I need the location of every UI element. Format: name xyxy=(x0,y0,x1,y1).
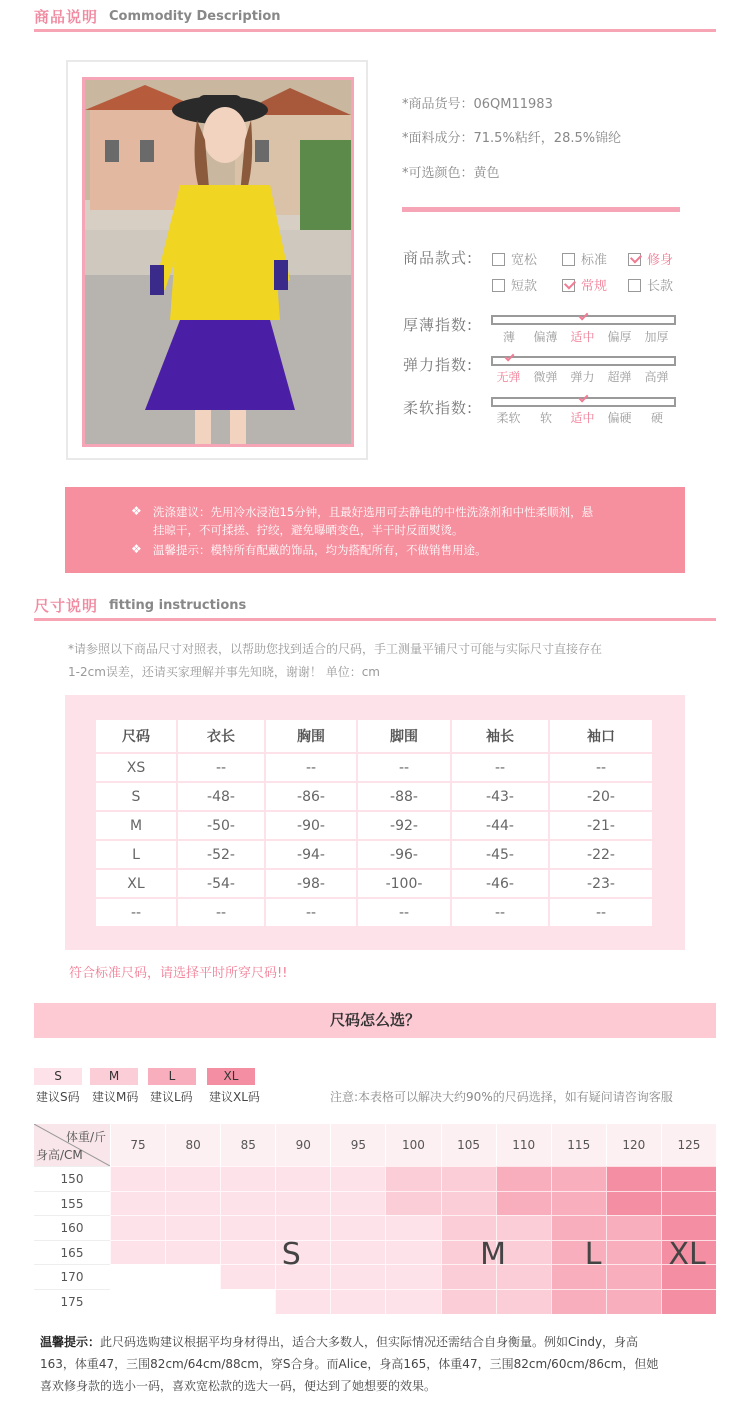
standard-size-hint: 符合标准尺码，请选择平时所穿尺码!! xyxy=(69,966,288,981)
elasticity-label: 弹力指数: xyxy=(403,356,474,374)
table-cell: -23- xyxy=(550,870,652,897)
height-header: 170 xyxy=(34,1264,110,1289)
grid-cell xyxy=(551,1166,606,1191)
grid-cell xyxy=(110,1191,165,1216)
table-cell: -52- xyxy=(178,841,264,868)
scale-label: 硬 xyxy=(651,411,664,425)
grid-cell xyxy=(606,1264,661,1289)
section-title-cn: 尺寸说明 xyxy=(34,597,99,615)
table-cell: -90- xyxy=(266,812,356,839)
table-header-row xyxy=(96,720,652,752)
table-cell: -- xyxy=(178,899,264,926)
style-option xyxy=(562,249,607,268)
info-divider xyxy=(402,207,680,212)
fitting-note-line2: 1-2cm误差，还请买家理解并事先知晓，谢谢！ 单位：cm xyxy=(68,665,380,679)
legend-swatch: M xyxy=(90,1068,138,1085)
grid-cell xyxy=(220,1166,275,1191)
table-cell: -20- xyxy=(550,783,652,810)
table-cell: -92- xyxy=(358,812,450,839)
grid-cell xyxy=(110,1289,165,1314)
table-cell: -- xyxy=(96,899,176,926)
grid-cell xyxy=(385,1240,440,1265)
scale-label: 超弹 xyxy=(607,370,632,384)
scale-label: 柔软 xyxy=(496,411,521,425)
table-cell: -- xyxy=(266,899,356,926)
grid-cell xyxy=(330,1240,385,1265)
weight-header: 120 xyxy=(606,1124,661,1166)
style-option xyxy=(562,275,607,294)
product-code: *商品货号：06QM11983 xyxy=(402,97,553,112)
column-header: 胸围 xyxy=(266,720,356,752)
section-divider xyxy=(34,29,716,32)
checkbox-icon xyxy=(628,279,641,292)
table-cell: XL xyxy=(96,870,176,897)
table-cell: -- xyxy=(358,754,450,781)
weight-axis-label: 体重/斤 xyxy=(65,1130,106,1144)
grid-cell xyxy=(606,1240,661,1265)
weight-header: 100 xyxy=(385,1124,440,1166)
grid-cell xyxy=(385,1215,440,1240)
grid-cell xyxy=(330,1166,385,1191)
grid-cell xyxy=(110,1264,165,1289)
height-header: 150 xyxy=(34,1166,110,1191)
grid-cell xyxy=(220,1240,275,1265)
legend-swatch: XL xyxy=(207,1068,255,1085)
diamond-icon: ❖ xyxy=(131,542,142,556)
table-cell: -- xyxy=(452,899,548,926)
bottom-tip-line1: 此尺码选购建议根据平均身材得出，适合大多数人，但实际情况还需结合自身衡量。例如Cindy，身高 xyxy=(100,1335,639,1349)
grid-cell xyxy=(385,1191,440,1216)
style-option xyxy=(492,249,537,268)
scale-label: 弹力 xyxy=(570,370,595,384)
grid-cell xyxy=(275,1166,330,1191)
height-header: 155 xyxy=(34,1191,110,1216)
column-header: 尺码 xyxy=(96,720,176,752)
grid-cell xyxy=(385,1289,440,1314)
grid-cell xyxy=(275,1289,330,1314)
grid-cell xyxy=(110,1215,165,1240)
grid-cell xyxy=(551,1289,606,1314)
table-row xyxy=(96,841,652,868)
elasticity-scale-bar xyxy=(491,356,676,366)
grid-cell xyxy=(165,1166,220,1191)
table-cell: -50- xyxy=(178,812,264,839)
grid-cell xyxy=(441,1289,496,1314)
table-cell: -98- xyxy=(266,870,356,897)
style-option xyxy=(492,275,537,294)
bottom-tip-label: 温馨提示： xyxy=(40,1335,101,1349)
style-option-label: 标准 xyxy=(581,253,608,268)
table-row xyxy=(96,899,652,926)
weight-header: 125 xyxy=(661,1124,716,1166)
grid-cell xyxy=(330,1289,385,1314)
diamond-icon: ❖ xyxy=(131,504,142,518)
height-header: 165 xyxy=(34,1240,110,1265)
scale-label: 加厚 xyxy=(644,330,669,344)
size-zone-label: S xyxy=(281,1236,301,1272)
grid-cell xyxy=(165,1289,220,1314)
table-row xyxy=(96,754,652,781)
grid-cell xyxy=(220,1215,275,1240)
section-title-en: Commodity Description xyxy=(109,9,281,24)
table-cell: -21- xyxy=(550,812,652,839)
grid-cell xyxy=(606,1166,661,1191)
grid-cell xyxy=(661,1191,716,1216)
washing-advice-line2: 挂晾干，不可揉搓、拧绞，避免曝晒变色，半干时反面熨烫。 xyxy=(153,523,464,537)
column-header: 袖口 xyxy=(550,720,652,752)
height-axis-label: 身高/CM xyxy=(36,1148,83,1162)
bottom-tip xyxy=(40,1331,712,1397)
style-option xyxy=(628,275,673,294)
table-cell: -- xyxy=(178,754,264,781)
grid-cell xyxy=(496,1191,551,1216)
weight-header: 95 xyxy=(330,1124,385,1166)
grid-corner xyxy=(34,1124,110,1166)
checkbox-icon xyxy=(492,253,505,266)
scale-label: 薄 xyxy=(503,330,516,344)
grid-cell xyxy=(330,1215,385,1240)
table-cell: S xyxy=(96,783,176,810)
weight-header: 85 xyxy=(220,1124,275,1166)
column-header: 衣长 xyxy=(178,720,264,752)
section-title-cn: 商品说明 xyxy=(34,8,99,26)
grid-cell xyxy=(330,1264,385,1289)
checkbox-icon xyxy=(562,253,575,266)
scale-label: 偏薄 xyxy=(533,330,558,344)
legend-text: 建议M码 xyxy=(92,1090,139,1104)
weight-header: 110 xyxy=(496,1124,551,1166)
grid-cell xyxy=(165,1264,220,1289)
style-option-label: 短款 xyxy=(511,279,538,294)
available-colors: *可选颜色：黄色 xyxy=(402,166,500,181)
grid-cell xyxy=(165,1240,220,1265)
grid-cell xyxy=(661,1289,716,1314)
table-cell: -- xyxy=(550,899,652,926)
weight-header: 75 xyxy=(110,1124,165,1166)
grid-cell xyxy=(330,1191,385,1216)
checked-checkbox-icon xyxy=(562,279,575,292)
grid-cell xyxy=(441,1191,496,1216)
table-cell: -- xyxy=(452,754,548,781)
fitting-section-header xyxy=(34,591,716,621)
grid-cell xyxy=(661,1166,716,1191)
grid-cell xyxy=(496,1289,551,1314)
grid-cell xyxy=(606,1215,661,1240)
softness-label: 柔软指数: xyxy=(403,399,474,417)
table-cell: -54- xyxy=(178,870,264,897)
scale-label: 偏厚 xyxy=(607,330,632,344)
checked-checkbox-icon xyxy=(628,253,641,266)
height-header: 160 xyxy=(34,1215,110,1240)
scale-label: 软 xyxy=(540,411,553,425)
grid-cell xyxy=(385,1166,440,1191)
style-label: 商品款式: xyxy=(403,249,474,267)
weight-header: 115 xyxy=(551,1124,606,1166)
table-cell: -96- xyxy=(358,841,450,868)
table-cell: L xyxy=(96,841,176,868)
table-row xyxy=(96,870,652,897)
bottom-tip-line3: 喜欢修身款的选小一码，喜欢宽松款的选大一码，便达到了她想要的效果。 xyxy=(40,1379,437,1393)
how-to-choose-banner: 尺码怎么选？ xyxy=(34,1003,716,1038)
table-cell: -44- xyxy=(452,812,548,839)
legend-text: 建议L码 xyxy=(150,1090,193,1104)
legend-text: 建议XL码 xyxy=(209,1090,260,1104)
care-notice-box xyxy=(65,487,685,573)
scale-label: 适中 xyxy=(570,411,595,425)
grid-cell xyxy=(110,1240,165,1265)
table-cell: -45- xyxy=(452,841,548,868)
grid-cell xyxy=(220,1191,275,1216)
grid-cell xyxy=(496,1166,551,1191)
grid-cell xyxy=(441,1166,496,1191)
fabric-composition: *面料成分：71.5%粘纤，28.5%锦纶 xyxy=(402,131,622,146)
grid-cell xyxy=(220,1289,275,1314)
table-cell: -100- xyxy=(358,870,450,897)
size-zone-label: L xyxy=(584,1236,602,1272)
style-option xyxy=(628,249,673,268)
size-table-panel xyxy=(65,695,685,950)
table-cell: M xyxy=(96,812,176,839)
table-cell: -- xyxy=(266,754,356,781)
size-recommendation-grid xyxy=(34,1124,716,1314)
grid-cell xyxy=(385,1264,440,1289)
legend-note: 注意:本表格可以解决大约90%的尺码选择，如有疑问请咨询客服 xyxy=(330,1090,673,1104)
table-row xyxy=(96,783,652,810)
grid-cell xyxy=(165,1191,220,1216)
column-header: 袖长 xyxy=(452,720,548,752)
style-option-label: 常规 xyxy=(581,279,608,294)
legend-text: 建议S码 xyxy=(36,1090,80,1104)
weight-header: 105 xyxy=(441,1124,496,1166)
scale-label: 无弹 xyxy=(496,370,521,384)
scale-label: 微弹 xyxy=(533,370,558,384)
product-photo-frame xyxy=(66,60,368,460)
table-cell: -- xyxy=(550,754,652,781)
table-cell: -94- xyxy=(266,841,356,868)
weight-header: 90 xyxy=(275,1124,330,1166)
table-cell: -- xyxy=(358,899,450,926)
legend-swatch: L xyxy=(148,1068,196,1085)
checkbox-icon xyxy=(492,279,505,292)
accessory-tip: 温馨提示：模特所有配戴的饰品，均为搭配所有，不做销售用途。 xyxy=(153,543,487,557)
size-zone-label: XL xyxy=(668,1236,706,1272)
height-header: 175 xyxy=(34,1289,110,1314)
product-photo xyxy=(82,77,354,447)
table-cell: -86- xyxy=(266,783,356,810)
table-cell: -88- xyxy=(358,783,450,810)
table-cell: -22- xyxy=(550,841,652,868)
grid-cell xyxy=(165,1215,220,1240)
model-illustration xyxy=(85,80,351,444)
thickness-label: 厚薄指数: xyxy=(403,316,474,334)
legend-swatch: S xyxy=(34,1068,82,1085)
scale-label: 偏硬 xyxy=(607,411,632,425)
scale-label: 适中 xyxy=(570,330,595,344)
style-option-label: 长款 xyxy=(647,279,674,294)
style-option-label: 修身 xyxy=(647,253,674,268)
grid-cell xyxy=(275,1191,330,1216)
section-divider xyxy=(34,618,716,621)
grid-cell xyxy=(606,1289,661,1314)
table-row xyxy=(96,812,652,839)
washing-advice-line1: 洗涤建议：先用冷水浸泡15分钟，且最好选用可去静电的中性洗涤剂和中性柔顺剂，悬 xyxy=(153,505,594,519)
grid-cell xyxy=(220,1264,275,1289)
style-option-label: 宽松 xyxy=(511,253,538,268)
table-cell: -43- xyxy=(452,783,548,810)
size-table xyxy=(94,718,654,928)
table-cell: -48- xyxy=(178,783,264,810)
section-title-en: fitting instructions xyxy=(109,598,247,613)
size-zone-label: M xyxy=(480,1236,507,1272)
bottom-tip-line2: 163，体重47，三围82cm/64cm/88cm，穿S合身。而Alice，身高165，体重47，三围82cm/60cm/86cm，但她 xyxy=(40,1357,659,1371)
table-cell: XS xyxy=(96,754,176,781)
grid-cell xyxy=(110,1166,165,1191)
weight-header: 80 xyxy=(165,1124,220,1166)
grid-cell xyxy=(606,1191,661,1216)
grid-cell xyxy=(551,1191,606,1216)
table-cell: -46- xyxy=(452,870,548,897)
commodity-section-header xyxy=(34,2,716,32)
column-header: 脚围 xyxy=(358,720,450,752)
fitting-note xyxy=(68,638,708,684)
fitting-note-line1: *请参照以下商品尺寸对照表，以帮助您找到适合的尺码，手工测量平铺尺寸可能与实际尺寸直接存在 xyxy=(68,642,603,656)
scale-label: 高弹 xyxy=(644,370,669,384)
